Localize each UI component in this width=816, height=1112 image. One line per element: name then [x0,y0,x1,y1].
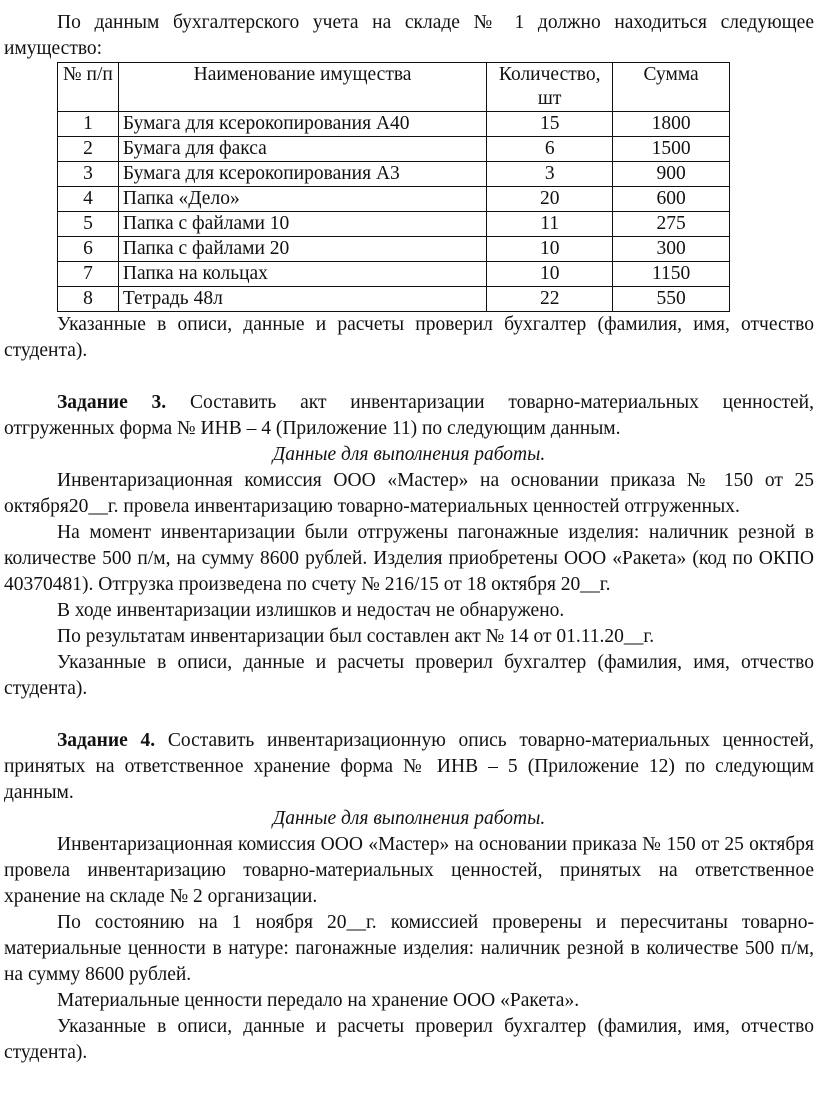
row-item-name: Папка «Дело» [118,187,486,212]
header-number: № п/п [58,63,119,112]
row-quantity: 15 [487,112,613,137]
task3-statement [4,390,814,442]
row-number: 7 [58,262,119,287]
spacer [4,364,814,390]
row-quantity: 6 [487,137,613,162]
task4-text: Составить инвентаризационную опись товарно-материальных ценностей, принятых на ответственное хранение форма № ИНВ – 5 (Приложение 12) по следующим данным. [4,730,814,803]
task3-label: Задание 3. [57,392,167,413]
table-body [58,112,730,312]
row-number: 2 [58,137,119,162]
row-item-name: Бумага для ксерокопирования А40 [118,112,486,137]
inventory-table [57,62,730,312]
table-row [58,262,730,287]
table-header-row [58,63,730,112]
task4-paragraph: Указанные в описи, данные и расчеты проверил бухгалтер (фамилия, имя, отчество студента). [4,1016,814,1063]
row-quantity: 10 [487,237,613,262]
task3-paragraph: По результатам инвентаризации был составлен акт № 14 от 01.11.20__г. [57,626,655,647]
table-row [58,287,730,312]
header-sum: Сумма [613,63,730,112]
row-number: 6 [58,237,119,262]
spacer [4,702,814,728]
table-row [58,212,730,237]
row-sum: 900 [613,162,730,187]
table-row [58,112,730,137]
row-item-name: Бумага для ксерокопирования А3 [118,162,486,187]
intro-paragraph: По данным бухгалтерского учета на складе № 1 должно находиться следующее имущество: [4,12,814,59]
row-item-name: Бумага для факса [118,137,486,162]
row-sum: 600 [613,187,730,212]
row-sum: 1150 [613,262,730,287]
row-quantity: 3 [487,162,613,187]
task4-label: Задание 4. [57,730,156,751]
row-item-name: Папка с файлами 10 [118,212,486,237]
row-item-name: Папка на кольцах [118,262,486,287]
row-number: 4 [58,187,119,212]
task4-paragraph: Материальные ценности передало на хранение ООО «Ракета». [57,990,580,1011]
header-quantity: Количество, шт [487,63,613,112]
row-sum: 1500 [613,137,730,162]
task3-paragraph: На момент инвентаризации были отгружены пагонажные изделия: наличник резной в количестве 500 п/м, на сумму 8600 рублей. Изделия приобретены ООО «Ракета» (код по ОКПО 40370481). Отгрузка произведена по счету № 216/15 от 18 октября 20__г. [4,522,814,595]
row-sum: 275 [613,212,730,237]
task3-subheading: Данные для выполнения работы. [272,444,546,465]
task3-paragraph: Указанные в описи, данные и расчеты проверил бухгалтер (фамилия, имя, отчество студента). [4,652,814,699]
row-number: 8 [58,287,119,312]
row-quantity: 20 [487,187,613,212]
row-sum: 300 [613,237,730,262]
row-quantity: 11 [487,212,613,237]
task4-statement [4,728,814,806]
row-item-name: Папка с файлами 20 [118,237,486,262]
task3-text: Составить акт инвентаризации товарно-материальных ценностей, отгруженных форма № ИНВ – 4 (Приложение 11) по следующим данным. [4,392,814,439]
row-number: 1 [58,112,119,137]
row-sum: 1800 [613,112,730,137]
row-quantity: 10 [487,262,613,287]
row-number: 5 [58,212,119,237]
row-sum: 550 [613,287,730,312]
header-name: Наименование имущества [118,63,486,112]
task4-paragraph: По состоянию на 1 ноября 20__г. комиссией проверены и пересчитаны товарно-материальные ценности в натуре: пагонажные изделия: наличник резной в количестве 500 п/м, на сумму 8600 рублей. [4,912,814,985]
task4-subheading: Данные для выполнения работы. [272,808,546,829]
task4-paragraph: Инвентаризационная комиссия ООО «Мастер» на основании приказа № 150 от 25 октября провела инвентаризацию товарно-материальных ценностей, принятых на ответственное хранение на складе № 2 организации. [4,834,814,907]
row-item-name: Тетрадь 48л [118,287,486,312]
task3-paragraph: В ходе инвентаризации излишков и недостач не обнаружено. [57,600,565,621]
row-number: 3 [58,162,119,187]
document-page [4,10,814,1066]
check-note: Указанные в описи, данные и расчеты проверил бухгалтер (фамилия, имя, отчество студента). [4,314,814,361]
task3-paragraph: Инвентаризационная комиссия ООО «Мастер» на основании приказа № 150 от 25 октября20__г. провела инвентаризацию товарно-материальных ценностей отгруженных. [4,470,814,517]
table-row [58,187,730,212]
table-row [58,137,730,162]
table-row [58,237,730,262]
table-row [58,162,730,187]
row-quantity: 22 [487,287,613,312]
